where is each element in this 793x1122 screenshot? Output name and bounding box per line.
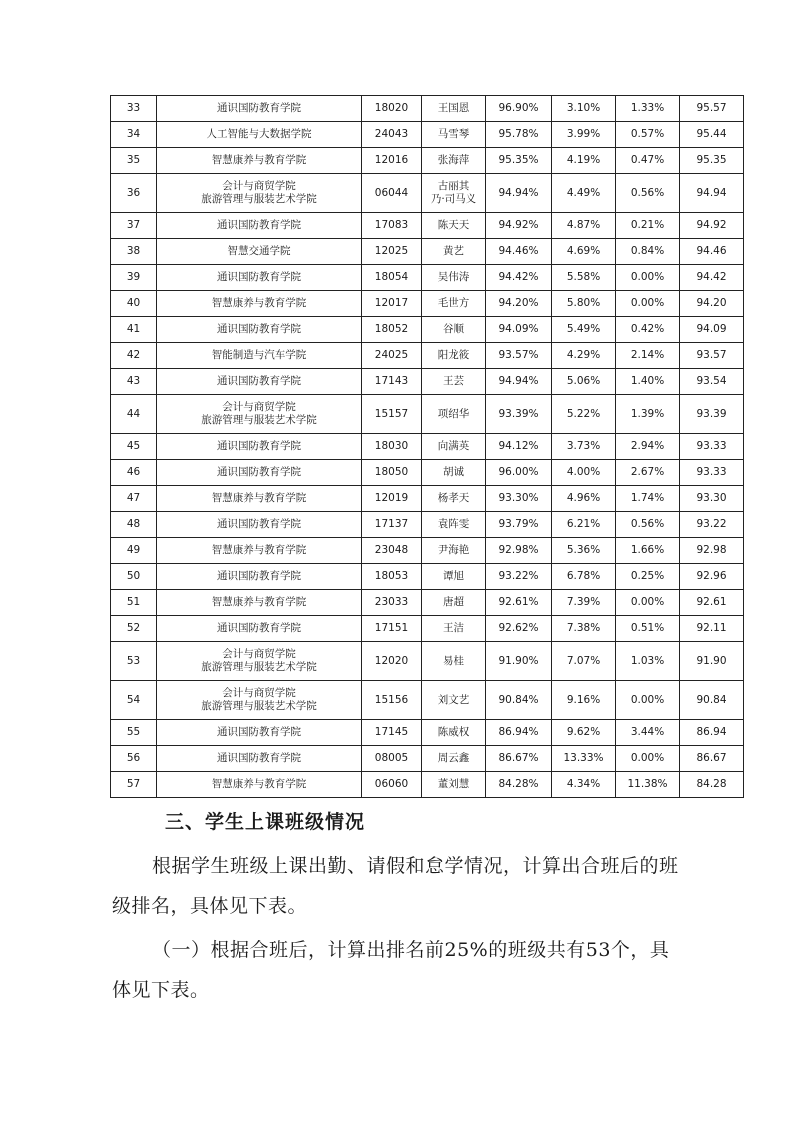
score-cell: 94.92 [680,213,744,239]
class-id-cell: 08005 [362,746,422,772]
attendance-rate-cell: 96.90% [486,96,552,122]
rank-cell: 53 [111,642,157,681]
teacher-name-line: 陈天天 [437,219,470,231]
leave-rate-cell: 13.33% [552,746,616,772]
teacher-name-cell [422,213,486,239]
truancy-rate-cell: 1.03% [616,642,680,681]
attendance-rate-cell: 96.00% [486,460,552,486]
college-cell [157,239,362,265]
score-cell: 95.57 [680,96,744,122]
college-line: 智慧康养与教育学院 [211,154,307,166]
table-row [111,96,744,122]
leave-rate-cell: 4.69% [552,239,616,265]
teacher-name-cell [422,486,486,512]
rank-cell: 47 [111,486,157,512]
teacher-name-line: 向满英 [437,440,470,452]
leave-rate-cell: 4.00% [552,460,616,486]
table-row [111,434,744,460]
college-cell [157,122,362,148]
score-cell: 93.39 [680,395,744,434]
college-cell [157,291,362,317]
rank-cell: 51 [111,590,157,616]
attendance-rate-cell: 94.20% [486,291,552,317]
truancy-rate-cell: 2.94% [616,434,680,460]
class-id-cell: 17151 [362,616,422,642]
college-line: 通识国防教育学院 [217,440,301,452]
teacher-name-cell [422,317,486,343]
class-id-cell: 24025 [362,343,422,369]
attendance-rate-cell: 93.57% [486,343,552,369]
class-id-cell: 12025 [362,239,422,265]
teacher-name-cell [422,343,486,369]
college-line: 旅游管理与服装艺术学院 [201,193,317,205]
teacher-name-cell [422,291,486,317]
table-row [111,538,744,564]
truancy-rate-cell: 1.39% [616,395,680,434]
attendance-rate-cell: 94.12% [486,434,552,460]
score-cell: 95.35 [680,148,744,174]
truancy-rate-cell: 0.57% [616,122,680,148]
class-id-cell: 06044 [362,174,422,213]
score-cell: 94.46 [680,239,744,265]
rank-cell: 57 [111,772,157,798]
table-row [111,720,744,746]
table-row [111,395,744,434]
table-row [111,564,744,590]
rank-cell: 55 [111,720,157,746]
table-row [111,746,744,772]
attendance-rate-cell: 94.94% [486,369,552,395]
teacher-name-cell [422,265,486,291]
rank-cell: 43 [111,369,157,395]
class-id-cell: 06060 [362,772,422,798]
teacher-name-line: 周云鑫 [437,752,470,764]
college-line: 通识国防教育学院 [217,219,301,231]
class-id-cell: 12017 [362,291,422,317]
teacher-name-cell [422,564,486,590]
truancy-rate-cell: 0.84% [616,239,680,265]
college-line: 智慧交通学院 [227,245,291,257]
rank-cell: 52 [111,616,157,642]
score-cell: 92.96 [680,564,744,590]
attendance-rate-cell: 92.61% [486,590,552,616]
attendance-rate-cell: 93.30% [486,486,552,512]
college-cell [157,369,362,395]
teacher-name-cell [422,616,486,642]
table-row [111,369,744,395]
teacher-name-cell [422,772,486,798]
truancy-rate-cell: 1.40% [616,369,680,395]
class-id-cell: 18050 [362,460,422,486]
rank-cell: 45 [111,434,157,460]
rank-cell: 41 [111,317,157,343]
teacher-name-line: 尹海艳 [437,544,470,556]
leave-rate-cell: 9.16% [552,681,616,720]
table-row [111,616,744,642]
rank-cell: 33 [111,96,157,122]
teacher-name-line: 易桂 [443,654,464,667]
truancy-rate-cell: 0.42% [616,317,680,343]
college-line: 通识国防教育学院 [217,375,301,387]
teacher-name-line: 毛世方 [437,297,470,309]
teacher-name-cell [422,590,486,616]
score-cell: 86.67 [680,746,744,772]
class-id-cell: 15156 [362,681,422,720]
rank-cell: 35 [111,148,157,174]
teacher-name-cell [422,122,486,148]
paragraph-1-text: 根据学生班级上课出勤、请假和怠学情况，计算出合班后的班级排名，具体见下表。 [112,855,679,917]
rank-cell: 36 [111,174,157,213]
section-paragraph-1 [112,846,682,926]
teacher-name-cell [422,538,486,564]
college-cell [157,681,362,720]
class-id-cell: 18030 [362,434,422,460]
attendance-rate-cell: 95.78% [486,122,552,148]
college-cell [157,213,362,239]
teacher-name-cell [422,434,486,460]
teacher-name-line: 谷顺 [443,323,464,335]
truancy-rate-cell: 11.38% [616,772,680,798]
college-line: 通识国防教育学院 [217,752,301,764]
teacher-name-line: 乃·司马义 [430,193,477,205]
teacher-name-line: 杨孝天 [437,492,470,504]
table-row [111,681,744,720]
college-line: 通识国防教育学院 [217,726,301,738]
rank-cell: 37 [111,213,157,239]
college-line: 通识国防教育学院 [217,518,301,530]
rank-cell: 50 [111,564,157,590]
class-id-cell: 17083 [362,213,422,239]
truancy-rate-cell: 0.21% [616,213,680,239]
leave-rate-cell: 5.49% [552,317,616,343]
score-cell: 84.28 [680,772,744,798]
class-id-cell: 18053 [362,564,422,590]
leave-rate-cell: 4.19% [552,148,616,174]
college-line: 通识国防教育学院 [217,466,301,478]
teacher-name-line: 马雪琴 [437,128,470,140]
leave-rate-cell: 5.80% [552,291,616,317]
college-cell [157,174,362,213]
teacher-name-line: 刘文艺 [437,693,470,706]
truancy-rate-cell: 0.00% [616,681,680,720]
teacher-name-line: 古丽其 [437,180,470,192]
class-id-cell: 12020 [362,642,422,681]
college-cell [157,148,362,174]
college-cell [157,434,362,460]
score-cell: 90.84 [680,681,744,720]
leave-rate-cell: 4.34% [552,772,616,798]
score-cell: 93.30 [680,486,744,512]
teacher-name-cell [422,460,486,486]
paragraph-2-text: （一）根据合班后，计算出排名前25%的班级共有53个，具体见下表。 [112,939,670,1001]
score-cell: 92.11 [680,616,744,642]
leave-rate-cell: 6.21% [552,512,616,538]
college-line: 通识国防教育学院 [217,570,301,582]
score-cell: 91.90 [680,642,744,681]
class-id-cell: 17137 [362,512,422,538]
college-cell [157,460,362,486]
teacher-name-line: 吴伟涛 [437,271,470,283]
leave-rate-cell: 4.96% [552,486,616,512]
score-cell: 93.33 [680,434,744,460]
table-row [111,512,744,538]
college-cell [157,265,362,291]
college-cell [157,616,362,642]
leave-rate-cell: 7.38% [552,616,616,642]
college-cell [157,395,362,434]
rank-cell: 48 [111,512,157,538]
rank-cell: 40 [111,291,157,317]
college-line: 会计与商贸学院 [222,687,296,699]
class-id-cell: 24043 [362,122,422,148]
college-cell [157,772,362,798]
truancy-rate-cell: 0.51% [616,616,680,642]
teacher-name-line: 阳龙筱 [437,349,470,361]
college-line: 智慧康养与教育学院 [211,492,307,504]
class-id-cell: 18052 [362,317,422,343]
score-cell: 92.98 [680,538,744,564]
score-cell: 86.94 [680,720,744,746]
teacher-name-cell [422,746,486,772]
table-row [111,148,744,174]
table-row [111,460,744,486]
teacher-name-line: 王芸 [443,375,464,387]
truancy-rate-cell: 2.67% [616,460,680,486]
college-line: 智慧康养与教育学院 [211,596,307,608]
attendance-rate-cell: 92.98% [486,538,552,564]
college-cell [157,343,362,369]
teacher-name-line: 胡诚 [443,466,464,478]
teacher-name-cell [422,174,486,213]
college-line: 会计与商贸学院 [222,401,296,413]
rank-cell: 54 [111,681,157,720]
table-row [111,317,744,343]
truancy-rate-cell: 1.33% [616,96,680,122]
attendance-rate-cell: 93.22% [486,564,552,590]
ranking-table [110,95,744,798]
attendance-rate-cell: 94.92% [486,213,552,239]
teacher-name-line: 唐超 [443,596,464,608]
college-cell [157,96,362,122]
rank-cell: 38 [111,239,157,265]
score-cell: 95.44 [680,122,744,148]
leave-rate-cell: 3.73% [552,434,616,460]
leave-rate-cell: 5.22% [552,395,616,434]
college-cell [157,642,362,681]
teacher-name-line: 王洁 [443,622,464,634]
score-cell: 92.61 [680,590,744,616]
attendance-rate-cell: 86.94% [486,720,552,746]
leave-rate-cell: 3.99% [552,122,616,148]
college-line: 通识国防教育学院 [217,622,301,634]
truancy-rate-cell: 0.47% [616,148,680,174]
leave-rate-cell: 7.39% [552,590,616,616]
truancy-rate-cell: 0.00% [616,590,680,616]
teacher-name-cell [422,681,486,720]
truancy-rate-cell: 1.74% [616,486,680,512]
college-cell [157,720,362,746]
college-line: 旅游管理与服装艺术学院 [201,661,317,673]
table-row [111,590,744,616]
college-cell [157,746,362,772]
attendance-rate-cell: 94.42% [486,265,552,291]
attendance-rate-cell: 94.94% [486,174,552,213]
table-row [111,291,744,317]
attendance-rate-cell: 95.35% [486,148,552,174]
college-line: 旅游管理与服装艺术学院 [201,414,317,426]
truancy-rate-cell: 0.25% [616,564,680,590]
college-cell [157,486,362,512]
score-cell: 94.09 [680,317,744,343]
score-cell: 94.20 [680,291,744,317]
score-cell: 93.57 [680,343,744,369]
college-line: 旅游管理与服装艺术学院 [201,700,317,712]
ranking-table-body [111,96,744,798]
rank-cell: 34 [111,122,157,148]
attendance-rate-cell: 90.84% [486,681,552,720]
teacher-name-line: 董刘慧 [437,778,470,790]
college-line: 智能制造与汽车学院 [211,349,307,361]
section-heading: 三、学生上课班级情况 [165,811,366,833]
teacher-name-line: 袁阵雯 [437,518,470,530]
teacher-name-cell [422,369,486,395]
leave-rate-cell: 5.06% [552,369,616,395]
truancy-rate-cell: 0.00% [616,265,680,291]
teacher-name-cell [422,720,486,746]
truancy-rate-cell: 0.00% [616,746,680,772]
truancy-rate-cell: 0.00% [616,291,680,317]
attendance-rate-cell: 94.09% [486,317,552,343]
teacher-name-line: 王国恩 [437,102,470,114]
leave-rate-cell: 4.87% [552,213,616,239]
class-id-cell: 17143 [362,369,422,395]
college-cell [157,590,362,616]
college-cell [157,564,362,590]
leave-rate-cell: 4.29% [552,343,616,369]
truancy-rate-cell: 2.14% [616,343,680,369]
attendance-rate-cell: 86.67% [486,746,552,772]
class-id-cell: 18020 [362,96,422,122]
table-row [111,174,744,213]
class-id-cell: 15157 [362,395,422,434]
attendance-rate-cell: 93.79% [486,512,552,538]
truancy-rate-cell: 0.56% [616,512,680,538]
score-cell: 94.42 [680,265,744,291]
rank-cell: 42 [111,343,157,369]
teacher-name-cell [422,239,486,265]
score-cell: 93.33 [680,460,744,486]
college-line: 智慧康养与教育学院 [211,544,307,556]
teacher-name-cell [422,96,486,122]
college-line: 智慧康养与教育学院 [211,778,307,790]
leave-rate-cell: 5.58% [552,265,616,291]
teacher-name-cell [422,512,486,538]
teacher-name-line: 陈威权 [437,726,470,738]
table-row [111,265,744,291]
class-id-cell: 23048 [362,538,422,564]
college-line: 通识国防教育学院 [217,323,301,335]
teacher-name-line: 张海萍 [437,154,470,166]
truancy-rate-cell: 3.44% [616,720,680,746]
class-id-cell: 18054 [362,265,422,291]
table-row [111,122,744,148]
attendance-rate-cell: 84.28% [486,772,552,798]
truancy-rate-cell: 0.56% [616,174,680,213]
section-paragraph-2 [112,930,682,1010]
rank-cell: 46 [111,460,157,486]
rank-cell: 56 [111,746,157,772]
college-line: 通识国防教育学院 [217,102,301,114]
college-cell [157,512,362,538]
college-line: 智慧康养与教育学院 [211,297,307,309]
teacher-name-line: 项绍华 [437,407,470,420]
college-line: 人工智能与大数据学院 [206,128,312,140]
leave-rate-cell: 4.49% [552,174,616,213]
leave-rate-cell: 5.36% [552,538,616,564]
teacher-name-cell [422,642,486,681]
rank-cell: 44 [111,395,157,434]
college-line: 会计与商贸学院 [222,648,296,660]
teacher-name-line: 黄艺 [443,245,464,257]
attendance-rate-cell: 92.62% [486,616,552,642]
attendance-rate-cell: 91.90% [486,642,552,681]
class-id-cell: 23033 [362,590,422,616]
class-id-cell: 12016 [362,148,422,174]
table-row [111,343,744,369]
table-row [111,486,744,512]
score-cell: 93.54 [680,369,744,395]
rank-cell: 39 [111,265,157,291]
teacher-name-line: 谭旭 [443,570,464,582]
leave-rate-cell: 9.62% [552,720,616,746]
table-row [111,213,744,239]
college-cell [157,317,362,343]
table-row [111,642,744,681]
college-line: 通识国防教育学院 [217,271,301,283]
score-cell: 94.94 [680,174,744,213]
truancy-rate-cell: 1.66% [616,538,680,564]
attendance-rate-cell: 94.46% [486,239,552,265]
teacher-name-cell [422,148,486,174]
teacher-name-cell [422,395,486,434]
college-line: 会计与商贸学院 [222,180,296,192]
rank-cell: 49 [111,538,157,564]
attendance-rate-cell: 93.39% [486,395,552,434]
college-cell [157,538,362,564]
table-row [111,239,744,265]
class-id-cell: 17145 [362,720,422,746]
score-cell: 93.22 [680,512,744,538]
class-id-cell: 12019 [362,486,422,512]
leave-rate-cell: 3.10% [552,96,616,122]
leave-rate-cell: 6.78% [552,564,616,590]
leave-rate-cell: 7.07% [552,642,616,681]
table-row [111,772,744,798]
